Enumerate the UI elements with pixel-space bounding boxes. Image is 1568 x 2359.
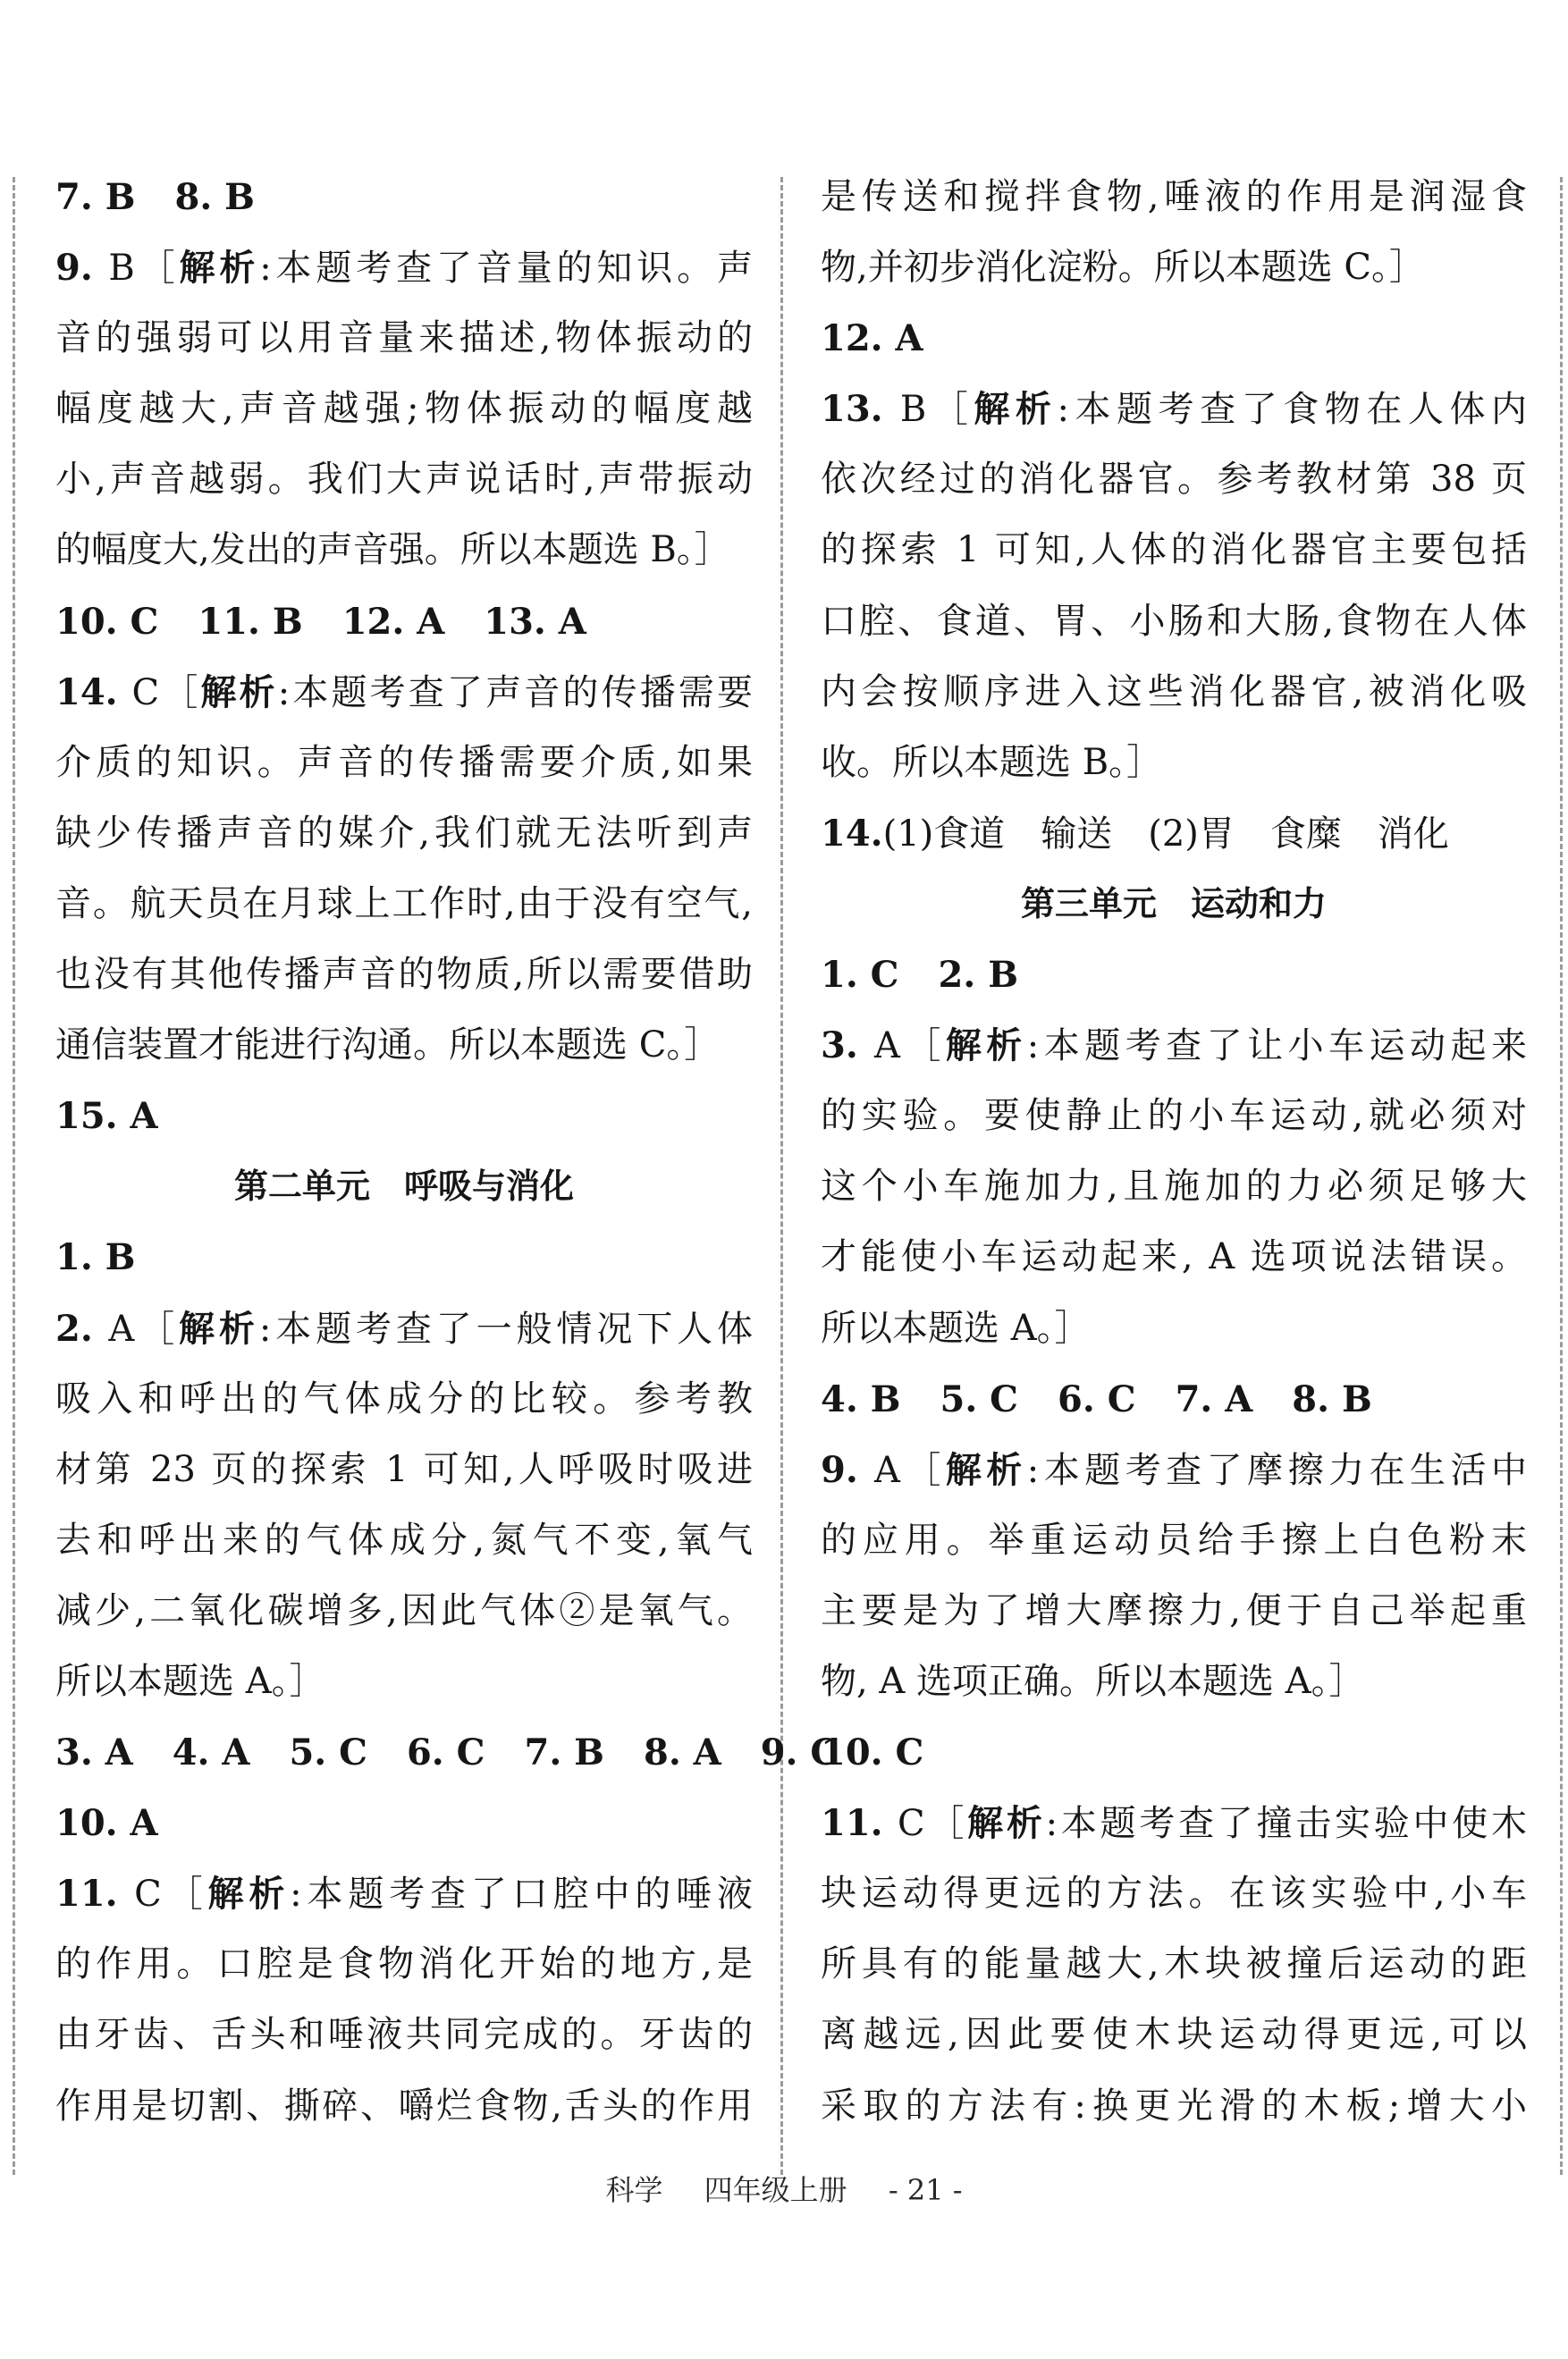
text-line: 内会按顺序进入这些消化器官,被消化吸: [821, 670, 1527, 712]
question-text: B［解析:本题考查了音量的知识。声: [92, 248, 754, 290]
answer-item: 1. C: [821, 954, 899, 997]
text-line: 材第 23 页的探索 1 可知,人呼吸时吸进: [55, 1448, 753, 1490]
question-line: [821, 798, 1527, 869]
answer-item: 15. A: [55, 1095, 158, 1138]
analysis-keyword: 解析: [945, 1449, 1027, 1491]
analysis-keyword: 解析: [945, 1025, 1027, 1067]
answer-item: 12. A: [821, 317, 923, 360]
answer-item: 13. A: [484, 600, 586, 643]
answer-row: [821, 939, 1527, 1010]
answer-item: 5. C: [289, 1731, 367, 1774]
question-text: A［解析:本题考查了让小车运动起来: [857, 1025, 1528, 1067]
question-line: [55, 1293, 753, 1364]
text-line: 的幅度大,发出的声音强。所以本题选 B。］: [55, 529, 730, 571]
text-line: 才能使小车运动起来, A 选项说法错误。: [821, 1236, 1527, 1278]
text-line: 物, A 选项正确。所以本题选 A。］: [821, 1660, 1365, 1702]
question-line: [821, 1010, 1527, 1081]
text-line: 减少,二氧化碳增多,因此气体②是氧气。: [55, 1589, 753, 1631]
text-line: 缺少传播声音的媒介,我们就无法听到声: [55, 812, 753, 854]
question-text: C［解析:本题考查了口腔中的唾液: [117, 1874, 753, 1916]
text-line: 是传送和搅拌食物,唾液的作用是润湿食: [821, 176, 1527, 217]
answer-item: 8. B: [1292, 1377, 1372, 1420]
page-footer: [0, 2168, 1568, 2209]
question-line: [55, 657, 753, 728]
analysis-keyword: 解析: [207, 1874, 291, 1916]
question-line: [55, 232, 753, 303]
text-line: 由牙齿、舌头和唾液共同完成的。牙齿的: [55, 2014, 753, 2056]
answer-item: 8. B: [174, 176, 255, 218]
answer-row: [55, 1717, 839, 1788]
question-number: 11.: [821, 1802, 883, 1845]
answer-item: 6. C: [406, 1731, 485, 1774]
answer-row: [821, 1717, 1527, 1788]
text-line: 通信装置才能进行沟通。所以本题选 C。］: [55, 1024, 721, 1066]
text-line: 口腔、食道、胃、小肠和大肠,食物在人体: [821, 600, 1527, 642]
text-line: 这个小车施加力,且施加的力必须足够大: [821, 1166, 1527, 1208]
text-line: 幅度越大,声音越强;物体振动的幅度越: [55, 388, 753, 430]
answer-item: 7. B: [55, 176, 136, 218]
answer-item: 2. B: [938, 954, 1019, 997]
answer-row: [55, 1081, 753, 1151]
footer-subject: 科学: [605, 2173, 663, 2207]
answer-row: [821, 1364, 1527, 1435]
question-line: [821, 374, 1527, 444]
text-line: 的实验。要使静止的小车运动,就必须对: [821, 1095, 1527, 1137]
text-line: 去和呼出来的气体成分,氮气不变,氧气: [55, 1519, 753, 1561]
answer-row: [55, 586, 753, 657]
text-line: 所以本题选 A。］: [821, 1307, 1091, 1349]
answer-item: 11. B: [198, 600, 303, 643]
answer-item: 10. A: [55, 1802, 158, 1845]
unit-heading: 第二单元 呼吸与消化: [233, 1167, 574, 1207]
question-text: C［解析:本题考查了撞击实验中使木: [882, 1803, 1527, 1845]
answer-item: 1. B: [55, 1236, 136, 1279]
text-line: 块运动得更远的方法。在该实验中,小车: [821, 1873, 1527, 1915]
answer-item: 9. C: [760, 1731, 839, 1774]
text-line: 物,并初步消化淀粉。所以本题选 C。］: [821, 247, 1426, 289]
question-line: [821, 1435, 1527, 1505]
answer-item: 10. C: [821, 1731, 924, 1774]
answer-item: 7. B: [524, 1731, 604, 1774]
answer-item: 10. C: [55, 600, 159, 643]
analysis-keyword: 解析: [200, 671, 278, 713]
answer-item: 6. C: [1058, 1377, 1136, 1420]
question-number: 13.: [821, 388, 883, 431]
unit-heading: 第三单元 运动和力: [1020, 883, 1327, 923]
answer-item: 7. A: [1175, 1377, 1253, 1420]
question-number: 2.: [55, 1307, 93, 1350]
analysis-keyword: 解析: [179, 248, 260, 290]
text-line: 也没有其他传播声音的物质,所以需要借助: [55, 954, 753, 996]
answer-item: 3. A: [55, 1731, 133, 1774]
question-line: [821, 1788, 1527, 1858]
question-text: A［解析:本题考查了一般情况下人体: [92, 1308, 753, 1350]
answer-row: [55, 1222, 753, 1293]
left-column: [55, 162, 839, 2142]
text-line: 的作用。口腔是食物消化开始的地方,是: [55, 1943, 753, 1985]
question-line: [55, 1858, 753, 1929]
question-number: 9.: [55, 247, 93, 290]
analysis-keyword: 解析: [179, 1308, 259, 1350]
text-line: 所具有的能量越大,木块被撞后运动的距: [821, 1943, 1527, 1985]
question-number: 9.: [821, 1448, 858, 1491]
text-line: 的应用。举重运动员给手擦上白色粉末: [821, 1519, 1527, 1561]
footer-page-number: - 21 -: [888, 2173, 963, 2207]
question-text: A［解析:本题考查了摩擦力在生活中: [857, 1449, 1528, 1491]
question-number: 11.: [55, 1873, 118, 1916]
text-line: 采取的方法有:换更光滑的木板;增大小: [821, 2085, 1527, 2127]
column-divider-dashed-line: [780, 177, 783, 2175]
question-text: B［解析:本题考查了食物在人体内: [882, 389, 1528, 431]
footer-grade: 四年级上册: [704, 2173, 847, 2207]
text-line: 音的强弱可以用音量来描述,物体振动的: [55, 317, 753, 359]
answer-item: 12. A: [341, 600, 445, 643]
text-line: 作用是切割、撕碎、嚼烂食物,舌头的作用: [55, 2085, 753, 2127]
text-line: 主要是为了增大摩擦力,便于自己举起重: [821, 1589, 1527, 1631]
answer-item: 4. A: [172, 1731, 250, 1774]
right-column: [821, 162, 1527, 2142]
page-edge-dashed-line-left: [13, 177, 15, 2175]
text-line: 所以本题选 A。］: [55, 1660, 325, 1702]
analysis-keyword: 解析: [967, 1803, 1046, 1845]
answer-row: [55, 1788, 753, 1858]
analysis-keyword: 解析: [974, 389, 1058, 431]
question-number: 3.: [821, 1024, 858, 1067]
answer-item: 8. A: [644, 1731, 721, 1774]
text-line: 的探索 1 可知,人体的消化器官主要包括: [821, 529, 1527, 571]
answer-row: [821, 303, 1527, 374]
text-line: 吸入和呼出的气体成分的比较。参考教: [55, 1377, 753, 1420]
question-text: (1)食道 输送 (2)胃 食糜 消化: [882, 813, 1449, 855]
page-edge-dashed-line-right: [1560, 177, 1563, 2175]
text-line: 音。航天员在月球上工作时,由于没有空气,: [55, 882, 753, 924]
answer-item: 5. C: [940, 1377, 1019, 1420]
text-line: 离越远,因此要使木块运动得更远,可以: [821, 2014, 1527, 2056]
text-line: 依次经过的消化器官。参考教材第 38 页: [821, 459, 1527, 501]
text-line: 小,声音越弱。我们大声说话时,声带振动: [55, 459, 753, 501]
text-line: 介质的知识。声音的传播需要介质,如果: [55, 741, 753, 783]
question-number: 14.: [55, 670, 118, 713]
text-line: 收。所以本题选 B。］: [821, 741, 1163, 783]
question-text: C［解析:本题考查了声音的传播需要: [117, 671, 753, 713]
answer-row: [55, 162, 753, 232]
answer-item: 4. B: [821, 1377, 901, 1420]
question-number: 14.: [821, 812, 883, 855]
